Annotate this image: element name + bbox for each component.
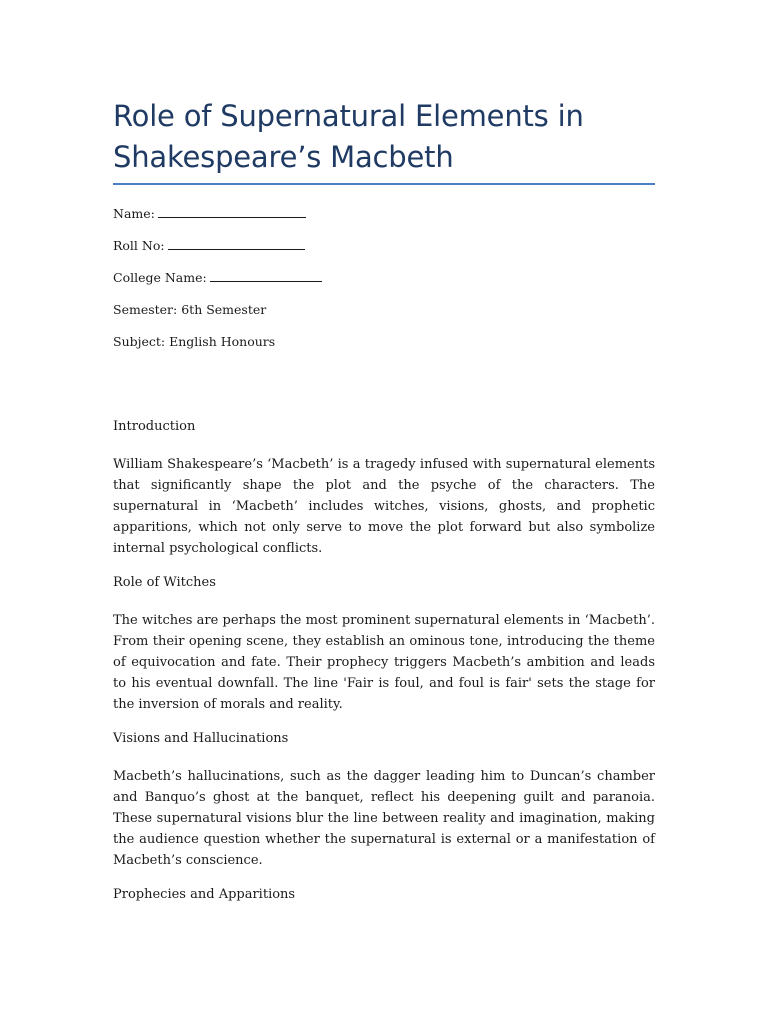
field-name-blank[interactable] — [158, 206, 306, 218]
field-subject-label: Subject: — [113, 334, 166, 349]
field-subject-value: English Honours — [169, 334, 276, 349]
field-roll-no — [113, 238, 655, 270]
section-heading-prophecies: Prophecies and Apparitions — [113, 887, 296, 902]
field-subject — [113, 334, 655, 366]
field-college-name — [113, 270, 655, 302]
field-college-name-blank[interactable] — [210, 270, 322, 282]
field-name-label: Name: — [113, 206, 155, 221]
student-info — [113, 206, 655, 366]
field-semester — [113, 302, 655, 334]
title-underline — [113, 183, 655, 185]
section-heading-witches: Role of Witches — [113, 575, 216, 590]
field-college-name-label: College Name: — [113, 270, 207, 285]
section-body-witches: The witches are perhaps the most prominent supernatural elements in ‘Macbeth’. From their opening scene, they establish an ominous tone, introducing the theme of equivocation and fate. Their prophecy triggers Macbeth’s ambition and leads to his eventual downfall. The line 'Fair is foul, and foul is fair' sets the stage for the inversion of morals and reality. — [113, 613, 655, 712]
field-semester-label: Semester: — [113, 302, 178, 317]
section-heading-visions: Visions and Hallucinations — [113, 731, 289, 746]
section-heading-introduction: Introduction — [113, 419, 196, 434]
section-body-visions: Macbeth’s hallucinations, such as the dagger leading him to Duncan’s chamber and Banquo’s ghost at the banquet, reflect his deepening guilt and paranoia. These supernatural visions blur the line between reality and imagination, making the audience question whether the supernatural is external or a manifestation of Macbeth’s conscience. — [113, 769, 655, 868]
document-page — [113, 0, 655, 922]
section-body-introduction: William Shakespeare’s ‘Macbeth’ is a tragedy infused with supernatural elements that significantly shape the plot and the psyche of the characters. The supernatural in ‘Macbeth’ includes witches, visions, ghosts, and prophetic apparitions, which not only serve to move the plot forward but also symbolize internal psychological conflicts. — [113, 457, 655, 556]
field-roll-no-blank[interactable] — [168, 238, 305, 250]
document-title: Role of Supernatural Elements in Shakespeare’s Macbeth — [113, 99, 584, 174]
field-name — [113, 206, 655, 238]
field-roll-no-label: Roll No: — [113, 238, 165, 253]
field-semester-value: 6th Semester — [181, 302, 267, 317]
